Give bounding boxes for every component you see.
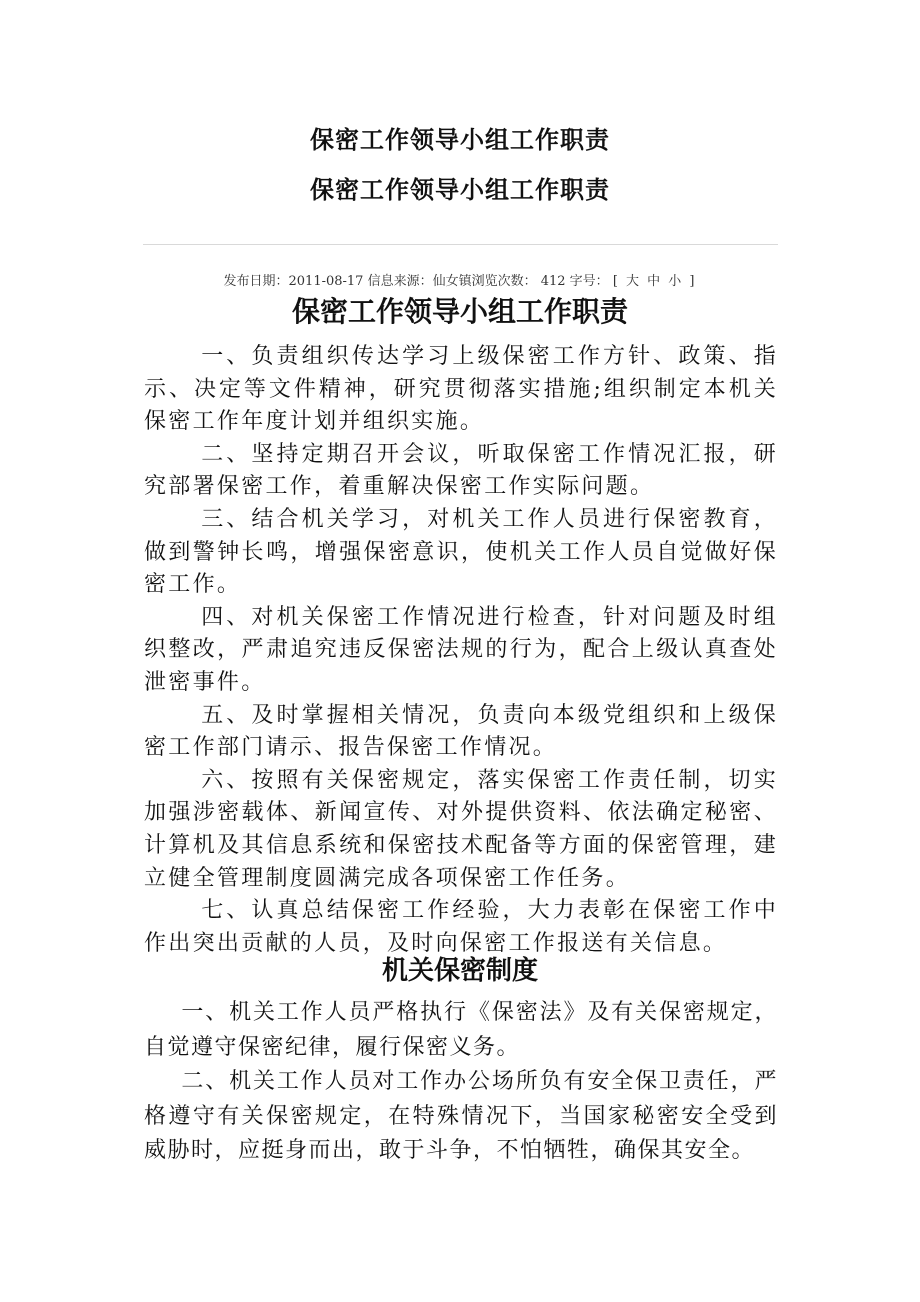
section-body-duties — [144, 341, 778, 960]
article-meta — [0, 270, 920, 289]
duty-paragraph: 五、及时掌握相关情况，负责向本级党组织和上级保密工作部门请示、报告保密工作情况。 — [144, 702, 778, 761]
document-title-repeat: 保密工作领导小组工作职责 — [310, 176, 610, 204]
header-divider — [143, 244, 778, 245]
font-size-links[interactable]: [ 大 中 小 ] — [612, 274, 697, 289]
rule-paragraph: 二、机关工作人员对工作办公场所负有安全保卫责任，严格遵守有关保密规定，在特殊情况下，当国家秘密安全受到威胁时，应挺身而出，敢于斗争，不怕牺牲，确保其安全。 — [144, 1069, 778, 1163]
duty-paragraph: 六、按照有关保密规定，落实保密工作责任制，切实加强涉密载体、新闻宣传、对外提供资料、依法确定秘密、计算机及其信息系统和保密技术配备等方面的保密管理，建立健全管理制度圆满完成各项保密工作任务。 — [144, 767, 778, 891]
section-heading-duties: 保密工作领导小组工作职责 — [291, 295, 628, 328]
rule-paragraph: 一、机关工作人员严格执行《保密法》及有关保密规定，自觉遵守保密纪律，履行保密义务。 — [144, 1000, 778, 1060]
meta-publish-info: 发布日期：2011-08-17 信息来源：仙女镇浏览次数： 412 字号： — [223, 274, 609, 289]
duty-paragraph: 一、负责组织传达学习上级保密工作方针、政策、指示、决定等文件精神，研究贯彻落实措施;组织制定本机关保密工作年度计划并组织实施。 — [144, 344, 778, 435]
duty-paragraph: 三、结合机关学习，对机关工作人员进行保密教育，做到警钟长鸣，增强保密意识，使机关工作人员自觉做好保密工作。 — [144, 506, 778, 598]
section-heading-rules: 机关保密制度 — [381, 956, 538, 986]
section-body-rules — [144, 996, 778, 1169]
duty-paragraph: 四、对机关保密工作情况进行检查，针对问题及时组织整改，严肃追究违反保密法规的行为，配合上级认真查处泄密事件。 — [144, 604, 778, 695]
document-title: 保密工作领导小组工作职责 — [310, 126, 610, 154]
duty-paragraph: 七、认真总结保密工作经验，大力表彰在保密工作中作出突出贡献的人员，及时向保密工作报送有关信息。 — [144, 898, 778, 956]
duty-paragraph: 二、坚持定期召开会议，听取保密工作情况汇报，研究部署保密工作，着重解决保密工作实际问题。 — [144, 441, 778, 500]
